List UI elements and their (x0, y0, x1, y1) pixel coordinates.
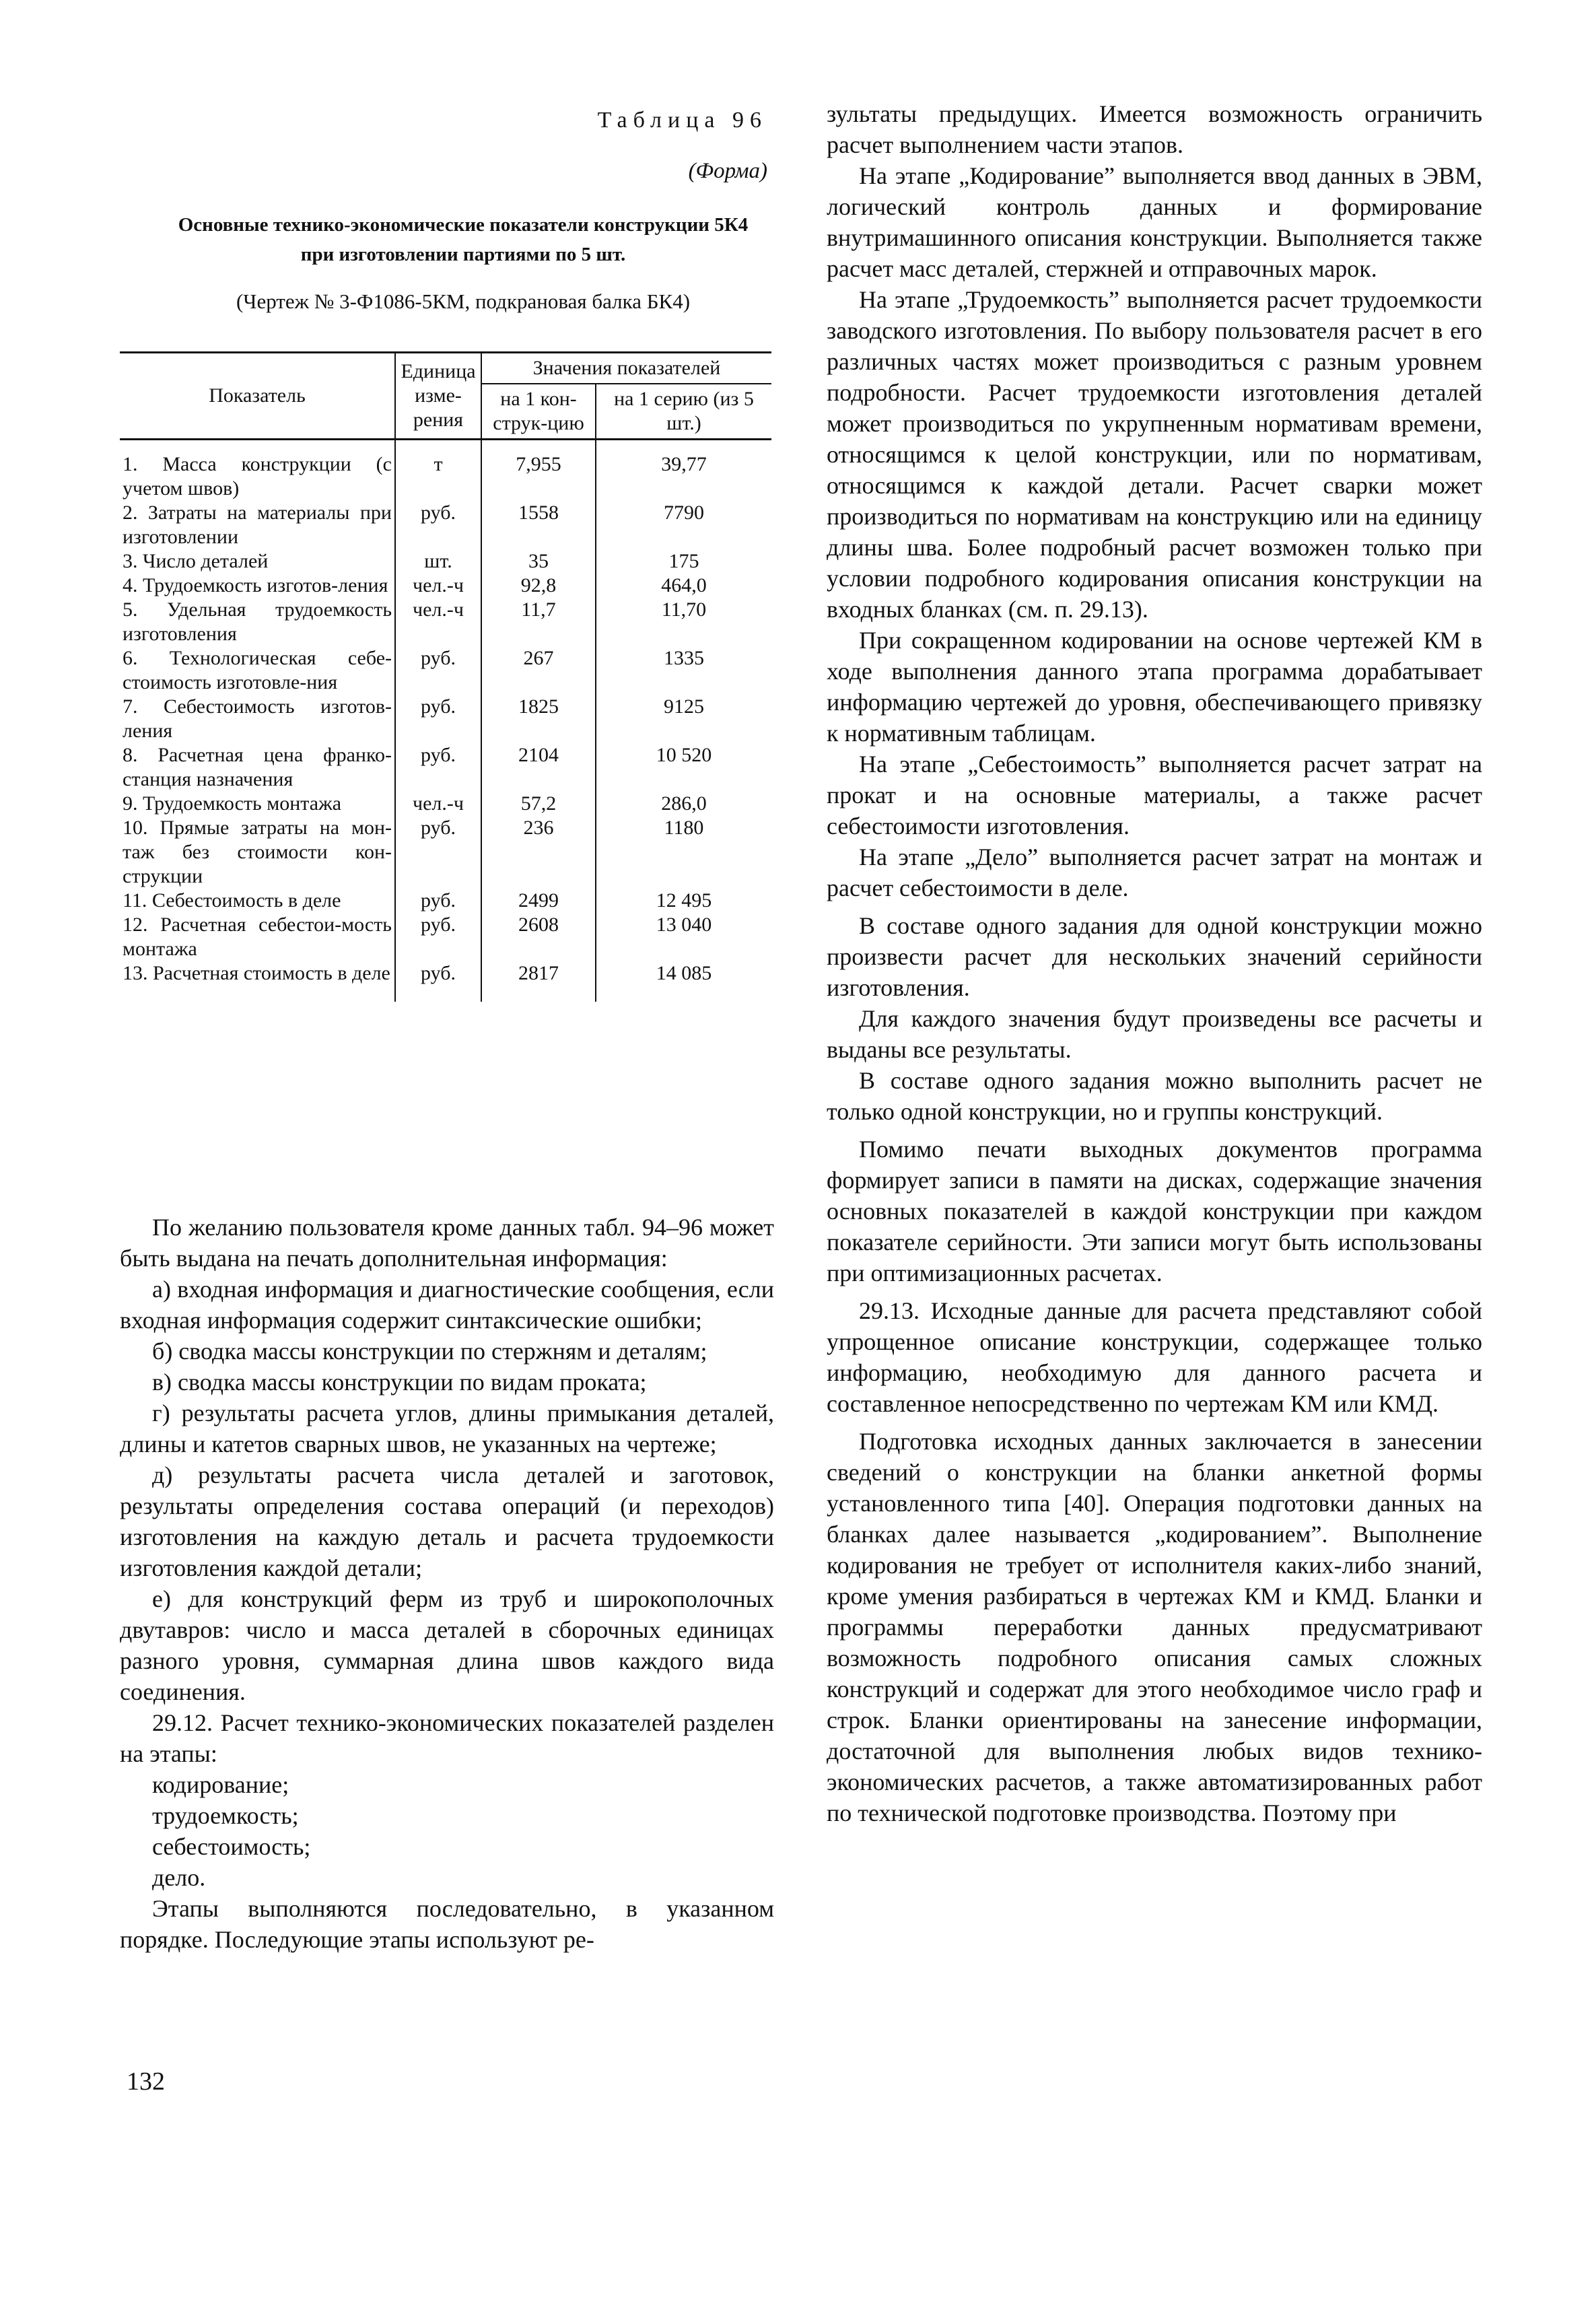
table-row (120, 501, 771, 549)
row-unit: руб. (395, 743, 481, 792)
paragraph: Подготовка исходных данных заключается в занесении сведений о конструкции на бланки анкетной формы установленного типа [40]. Операция подготовки данных на бланках далее называется „кодированием”. Выполнение кодирования не требует от исполнителя каких-либо знаний, кроме умения разбираться в чертежах КМ и КМД. Бланки и программы переработки данных предусматривают возможность подробного описания самых сложных конструкций и содержат для этого необходимое число граф и строк. Бланки ориентированы на занесение информации, достаточной для выполнения любых видов технико-экономических расчетов, а также автоматизированных работ по технической подготовке производства. Поэтому при (827, 1428, 1482, 1826)
table-row (120, 549, 771, 574)
table-row (120, 598, 771, 646)
list-item: е) для конструкций ферм из труб и широкополочных двутавров: число и масса деталей в сборочных единицах разного уровня, суммарная длина швов каждого вида соединения. (120, 1585, 774, 1705)
list-item: б) сводка массы конструкции по стержням и деталям; (152, 1338, 707, 1365)
row-value-series: 13 040 (596, 913, 771, 961)
row-unit: руб. (395, 889, 481, 913)
header-per-series: на 1 серию (из 5 шт.) (596, 384, 771, 440)
header-unit: Единица изме-рения (395, 353, 481, 440)
table-row (120, 961, 771, 1002)
row-name: 10. Прямые затраты на мон-таж без стоимости кон-струкции (123, 817, 392, 887)
row-value-unit: 57,2 (481, 792, 596, 816)
row-value-unit: 1558 (481, 501, 596, 549)
right-body-text (827, 98, 1482, 1828)
row-unit: руб. (395, 695, 481, 743)
table-title: Основные технико-экономические показатели конструкции 5К4 при изготовлении партиями по 5 шт. (178, 214, 749, 265)
row-unit: шт. (395, 549, 481, 574)
table-row (120, 792, 771, 816)
table-form-note: (Форма) (688, 159, 767, 183)
row-value-series: 39,77 (596, 440, 771, 502)
data-table (120, 351, 771, 1002)
row-name: 3. Число деталей (123, 550, 269, 572)
stage-item: трудоемкость; (152, 1802, 299, 1829)
section-29-12: 29.12. Расчет технико-экономических показателей разделен на этапы: (120, 1709, 774, 1767)
row-value-series: 464,0 (596, 574, 771, 598)
paragraph: Для каждого значения будут произведены все расчеты и выданы все результаты. (827, 1005, 1482, 1063)
row-name: 5. Удельная трудоемкость изготовления (123, 598, 392, 645)
table-row (120, 646, 771, 695)
row-name: 12. Расчетная себестои-мость монтажа (123, 914, 392, 960)
header-indicator: Показатель (120, 353, 395, 440)
row-value-unit: 11,7 (481, 598, 596, 646)
row-value-unit: 2817 (481, 961, 596, 1002)
row-value-unit: 2104 (481, 743, 596, 792)
row-value-unit: 2499 (481, 889, 596, 913)
list-item: в) сводка массы конструкции по видам проката; (152, 1369, 647, 1396)
row-value-series: 1335 (596, 646, 771, 695)
row-value-unit: 7,955 (481, 440, 596, 502)
row-value-unit: 236 (481, 816, 596, 889)
stage-item: кодирование; (152, 1771, 289, 1798)
paragraph: В составе одного задания для одной конструкции можно произвести расчет для нескольких значений серийности изготовления. (827, 912, 1482, 1001)
row-value-unit: 2608 (481, 913, 596, 961)
paragraph: По желанию пользователя кроме данных табл. 94–96 может быть выдана на печать дополнительная информация: (120, 1214, 774, 1272)
row-name: 11. Себестоимость в деле (123, 889, 341, 912)
row-name: 7. Себестоимость изготов-ления (123, 695, 392, 742)
row-unit: руб. (395, 646, 481, 695)
table-row (120, 743, 771, 792)
row-value-unit: 92,8 (481, 574, 596, 598)
row-name: 6. Технологическая себе-стоимость изготовле-ния (123, 647, 392, 693)
row-name: 9. Трудоемкость монтажа (123, 792, 342, 815)
row-value-series: 7790 (596, 501, 771, 549)
row-unit: т (395, 440, 481, 502)
row-value-series: 10 520 (596, 743, 771, 792)
paragraph: Этапы выполняются последовательно, в указанном порядке. Последующие этапы используют ре- (120, 1895, 774, 1953)
row-name: 8. Расчетная цена франко-станция назначения (123, 744, 392, 790)
section-29-13: 29.13. Исходные данные для расчета представляют собой упрощенное описание конструкции, содержащее только информацию, необходимую для данного расчета и составленное непосредственно по чертежам КМ или КМД. (827, 1297, 1482, 1417)
table-row (120, 913, 771, 961)
row-unit: чел.-ч (395, 792, 481, 816)
paragraph: На этапе „Кодирование” выполняется ввод данных в ЭВМ, логический контроль данных и формирование внутримашинного описания конструкции. Выполняется также расчет масс деталей, стержней и отправочных марок. (827, 162, 1482, 282)
paragraph: Помимо печати выходных документов программа формирует записи в памяти на дисках, содержащие значения основных показателей в каждой конструкции при каждом показателе серийности. Эти записи могут быть использованы при оптимизационных расчетах. (827, 1136, 1482, 1286)
row-value-unit: 267 (481, 646, 596, 695)
table-label: Таблица 96 (597, 108, 767, 133)
row-name: 4. Трудоемкость изготов-ления (123, 574, 388, 596)
paragraph: На этапе „Трудоемкость” выполняется расчет трудоемкости заводского изготовления. По выбору пользователя расчет в его различных частях может производиться с разным уровнем подробности. Расчет трудоемкости изготовления деталей может производиться по укрупненным нормативам времени, относящимся к целой конструкции, или по нормативам, относящимся к каждой детали. Расчет сварки может производиться по нормативам на конструкцию или на единицу длины шва. Более подробный расчет возможен только при условии подробного кодирования описания конструкции на входных бланках (см. п. 29.13). (827, 286, 1482, 623)
table-row (120, 440, 771, 502)
row-unit: чел.-ч (395, 598, 481, 646)
page-number: 132 (127, 2067, 165, 2096)
row-unit: руб. (395, 816, 481, 889)
stage-item: дело. (152, 1864, 206, 1891)
row-unit: чел.-ч (395, 574, 481, 598)
paragraph: При сокращенном кодировании на основе чертежей КМ в ходе выполнения данного этапа программа дорабатывает информацию чертежей до уровня, обеспечивающего привязку к нормативным таблицам. (827, 627, 1482, 747)
row-name: 13. Расчетная стоимость в деле (123, 962, 390, 984)
paragraph: На этапе „Дело” выполняется расчет затрат на монтаж и расчет себестоимости в деле. (827, 844, 1482, 901)
row-unit: руб. (395, 501, 481, 549)
paragraph: На этапе „Себестоимость” выполняется расчет затрат на прокат и на основные материалы, а также расчет себестоимости изготовления. (827, 751, 1482, 839)
row-value-unit: 35 (481, 549, 596, 574)
stage-item: себестоимость; (152, 1833, 311, 1860)
table-row (120, 695, 771, 743)
row-name: 2. Затраты на материалы при изготовлении (123, 502, 392, 548)
list-item: г) результаты расчета углов, длины примыкания деталей, длины и катетов сварных швов, не указанных на чертеже; (120, 1400, 774, 1457)
table-row (120, 889, 771, 913)
row-value-unit: 1825 (481, 695, 596, 743)
paragraph: зультаты предыдущих. Имеется возможность ограничить расчет выполнением части этапов. (827, 100, 1482, 158)
row-value-series: 9125 (596, 695, 771, 743)
row-unit: руб. (395, 961, 481, 1002)
list-item: а) входная информация и диагностические сообщения, если входная информация содержит синтаксические ошибки; (120, 1276, 774, 1334)
row-value-series: 175 (596, 549, 771, 574)
row-value-series: 286,0 (596, 792, 771, 816)
row-value-series: 11,70 (596, 598, 771, 646)
table-row (120, 574, 771, 598)
row-value-series: 1180 (596, 816, 771, 889)
header-per-unit: на 1 кон-струк-цию (481, 384, 596, 440)
table-row (120, 816, 771, 889)
left-body-text (120, 1212, 774, 1955)
header-values: Значения показателей (481, 353, 771, 384)
list-item: д) результаты расчета числа деталей и заготовок, результаты определения состава операций (и переходов) изготовления на каждую деталь и расчета трудоемкости изготовления каждой детали; (120, 1462, 774, 1581)
row-unit: руб. (395, 913, 481, 961)
row-value-series: 14 085 (596, 961, 771, 1002)
table-drawing-ref: (Чертеж № 3-Ф1086-5КМ, подкрановая балка БК4) (236, 289, 691, 313)
row-value-series: 12 495 (596, 889, 771, 913)
row-name: 1. Масса конструкции (с учетом швов) (123, 453, 392, 500)
paragraph: В составе одного задания можно выполнить расчет не только одной конструкции, но и группы конструкций. (827, 1067, 1482, 1125)
